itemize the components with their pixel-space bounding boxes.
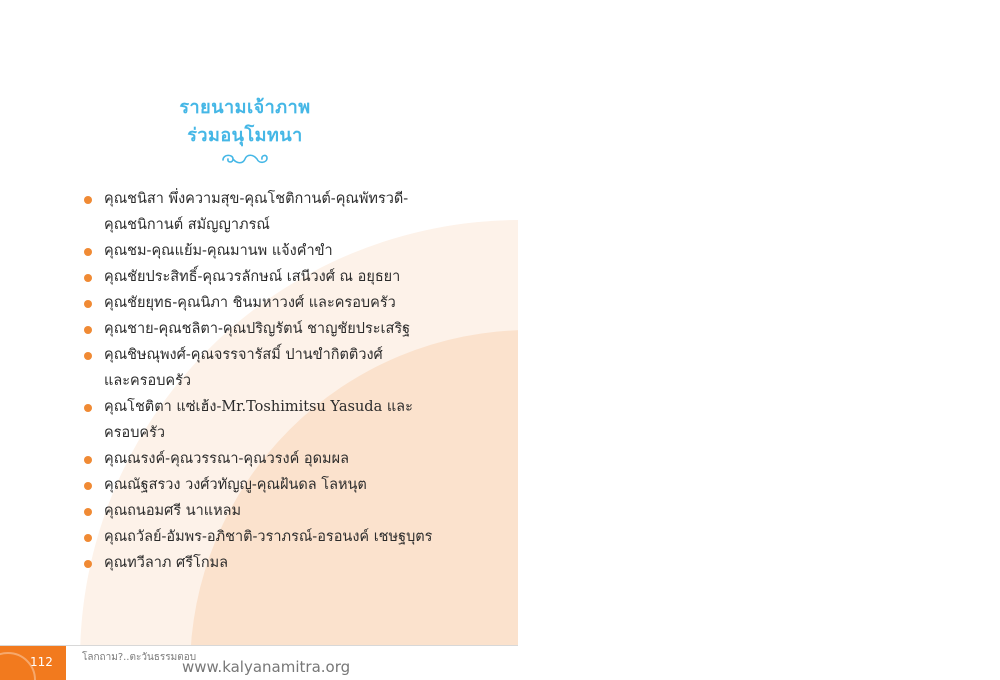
list-item-line-continued: ครอบครัว [104,425,166,441]
list-item [84,342,514,394]
bullet-dot-icon [84,196,92,204]
list-item [84,186,514,238]
list-item-line: คุณชม-คุณแย้ม-คุณมานพ แจ้งคำขำ [104,243,333,259]
list-item [84,316,514,342]
bullet-dot-icon [84,456,92,464]
list-item-line: คุณทวีลาภ ศรีโกมล [104,555,229,571]
heading-line-1: รายนามเจ้าภาพ [179,97,311,118]
list-item-line: คุณโชติตา แซ่เฮ้ง-Mr.Toshimitsu Yasuda และ [104,399,413,415]
list-item-line: คุณชัยประสิทธิ์-คุณวรลักษณ์ เสนีวงศ์ ณ อยุธยา [104,269,401,285]
list-item [84,550,514,576]
list-item-line: คุณถวัลย์-อัมพร-อภิชาติ-วราภรณ์-อรอนงค์ เชษฐบุตร [104,529,433,545]
list-item-line: คุณชัยยุทธ-คุณนิภา ชินมหาวงศ์ และครอบครัว [104,295,396,311]
bullet-dot-icon [84,534,92,542]
list-item [84,264,514,290]
blank-right-page [518,0,1000,680]
bullet-dot-icon [84,326,92,334]
book-title: โลกถาม?..ตะวันธรรมตอบ [82,652,197,663]
list-item-line-continued: และครอบครัว [104,373,192,389]
bullet-dot-icon [84,248,92,256]
list-item-line: คุณชนิสา พึ่งความสุข-คุณโชติกานต์-คุณพัทรวดี- [104,191,409,207]
website-url[interactable]: www.kalyanamitra.org [182,658,351,676]
bullet-dot-icon [84,560,92,568]
list-item-line: คุณชาย-คุณชลิตา-คุณปริญรัตน์ ชาญชัยประเสริฐ [104,321,411,337]
list-item [84,472,514,498]
list-item-line: คุณณัฐสรวง วงศ์วทัญญู-คุณฝ้นดล โลหนุต [104,477,367,493]
page-footer [0,645,518,680]
swirl-ornament-icon [219,152,271,166]
list-item [84,446,514,472]
page-number: 112 [30,655,53,669]
bullet-dot-icon [84,482,92,490]
bullet-dot-icon [84,300,92,308]
bullet-dot-icon [84,352,92,360]
list-item-line: คุณถนอมศรี นาแหลม [104,503,242,519]
list-item [84,394,514,446]
host-name-list [84,186,514,576]
list-item [84,290,514,316]
bullet-dot-icon [84,274,92,282]
list-item-line-continued: คุณชนิกานต์ สมัญญาภรณ์ [104,217,270,233]
list-item [84,524,514,550]
list-item [84,238,514,264]
heading-line-2: ร่วมอนุโมทนา [187,125,303,146]
page-number-badge [0,646,66,680]
list-item-line: คุณณรงค์-คุณวรรณา-คุณวรงค์ อุดมผล [104,451,349,467]
bullet-dot-icon [84,404,92,412]
page-heading [140,94,350,166]
list-item [84,498,514,524]
bullet-dot-icon [84,508,92,516]
list-item-line: คุณชิษณุพงศ์-คุณจรรจารัสมิ์ ปานขำกิตติวงศ์ [104,347,383,363]
